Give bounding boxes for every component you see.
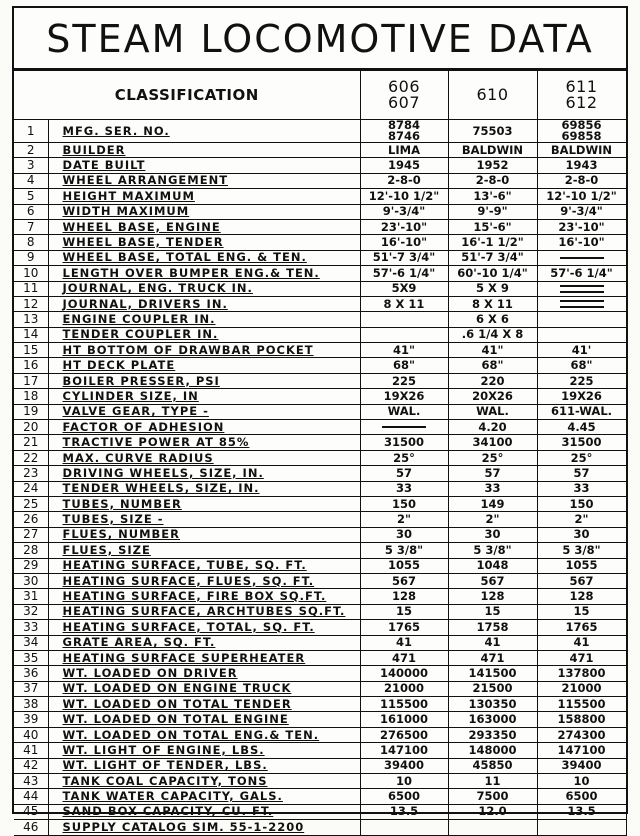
row-number: 16	[14, 358, 48, 373]
value-cell: 9'-3/4"	[360, 204, 448, 219]
value-cell: 33	[537, 481, 626, 496]
row-number: 33	[14, 620, 48, 635]
value-cell: 25°	[448, 450, 537, 465]
table-row	[14, 789, 626, 804]
value-cell: 8 X 11	[360, 296, 448, 311]
value-cell: 1943	[537, 158, 626, 173]
row-number: 30	[14, 573, 48, 588]
value-cell: 2-8-0	[537, 173, 626, 188]
value-cell: 1952	[448, 158, 537, 173]
table-row	[14, 743, 626, 758]
value-cell: 57'-6 1/4"	[537, 266, 626, 281]
table-row	[14, 250, 626, 265]
table-row	[14, 358, 626, 373]
row-label: HEATING SURFACE SUPERHEATER	[48, 650, 360, 665]
value-cell	[360, 327, 448, 342]
table-row	[14, 820, 626, 835]
locomotive-data-table	[14, 70, 627, 836]
table-row	[14, 481, 626, 496]
value-cell: 2"	[448, 512, 537, 527]
row-label: HT DECK PLATE	[48, 358, 360, 373]
row-number: 10	[14, 266, 48, 281]
row-label: JOURNAL, DRIVERS IN.	[48, 296, 360, 311]
value-cell	[537, 296, 626, 311]
value-cell: 6500	[537, 789, 626, 804]
value-cell: 6500	[360, 789, 448, 804]
value-cell: 161000	[360, 712, 448, 727]
value-cell: 57'-6 1/4"	[360, 266, 448, 281]
row-number: 26	[14, 512, 48, 527]
table-row	[14, 589, 626, 604]
table-row	[14, 650, 626, 665]
row-label: HEATING SURFACE, ARCHTUBES SQ.FT.	[48, 604, 360, 619]
table-row	[14, 466, 626, 481]
table-row	[14, 558, 626, 573]
table-row	[14, 143, 626, 158]
value-cell: 149	[448, 496, 537, 511]
value-cell: 140000	[360, 666, 448, 681]
value-cell: 1055	[537, 558, 626, 573]
value-cell: 1765	[537, 620, 626, 635]
value-cell: 471	[360, 650, 448, 665]
value-cell: 33	[448, 481, 537, 496]
row-number: 2	[14, 143, 48, 158]
value-cell: 2-8-0	[360, 173, 448, 188]
value-cell	[360, 120, 448, 143]
value-cell: 225	[360, 373, 448, 388]
value-cell: 567	[448, 573, 537, 588]
row-number: 22	[14, 450, 48, 465]
value-cell: 130350	[448, 697, 537, 712]
table-row	[14, 620, 626, 635]
value-cell: 611-WAL.	[537, 404, 626, 419]
row-label: LENGTH OVER BUMPER ENG.& TEN.	[48, 266, 360, 281]
row-label: BUILDER	[48, 143, 360, 158]
value-cell: 2"	[360, 512, 448, 527]
row-number: 18	[14, 389, 48, 404]
table-row	[14, 219, 626, 234]
value-cell: 12'-10 1/2"	[537, 189, 626, 204]
blank-rule	[560, 257, 604, 259]
value-cell: 23'-10"	[360, 219, 448, 234]
value-cell: 471	[537, 650, 626, 665]
table-row	[14, 373, 626, 388]
table-row	[14, 774, 626, 789]
value-cell: 25°	[537, 450, 626, 465]
column-header-line: 612	[565, 93, 598, 112]
value-cell: 141500	[448, 666, 537, 681]
value-cell: 115500	[537, 697, 626, 712]
value-cell: 23'-10"	[537, 219, 626, 234]
table-row	[14, 266, 626, 281]
value-cell	[537, 281, 626, 296]
table-row	[14, 543, 626, 558]
double-rule	[560, 300, 604, 308]
row-number: 11	[14, 281, 48, 296]
value-cell: 4.45	[537, 420, 626, 435]
value-cell: 148000	[448, 743, 537, 758]
table-row	[14, 296, 626, 311]
value-line: 69856	[561, 119, 602, 132]
value-cell	[360, 820, 448, 835]
row-number: 27	[14, 527, 48, 542]
value-cell: 57	[537, 466, 626, 481]
value-cell: 16'-10"	[537, 235, 626, 250]
value-cell: 15'-6"	[448, 219, 537, 234]
value-cell	[360, 420, 448, 435]
row-label: WT. LOADED ON ENGINE TRUCK	[48, 681, 360, 696]
value-cell	[537, 820, 626, 835]
value-line: 8746	[387, 129, 420, 143]
table-row	[14, 635, 626, 650]
value-cell: 33	[360, 481, 448, 496]
row-label: HEATING SURFACE, TUBE, SQ. FT.	[48, 558, 360, 573]
value-cell: 225	[537, 373, 626, 388]
row-number: 31	[14, 589, 48, 604]
row-label: TUBES, NUMBER	[48, 496, 360, 511]
row-number: 43	[14, 774, 48, 789]
value-cell: 30	[537, 527, 626, 542]
row-number: 41	[14, 743, 48, 758]
column-header-line: 610	[476, 85, 509, 104]
value-cell: 4.20	[448, 420, 537, 435]
table-row	[14, 173, 626, 188]
row-number: 15	[14, 343, 48, 358]
table-row	[14, 758, 626, 773]
row-number: 8	[14, 235, 48, 250]
value-cell: 150	[360, 496, 448, 511]
value-cell: 158800	[537, 712, 626, 727]
value-cell: 68"	[537, 358, 626, 373]
value-cell: 15	[360, 604, 448, 619]
table-row	[14, 158, 626, 173]
row-label: WT. LIGHT OF ENGINE, LBS.	[48, 743, 360, 758]
row-label: BOILER PRESSER, PSI	[48, 373, 360, 388]
value-cell: 68"	[448, 358, 537, 373]
value-cell: WAL.	[448, 404, 537, 419]
row-number: 20	[14, 420, 48, 435]
row-label: TUBES, SIZE -	[48, 512, 360, 527]
row-number: 28	[14, 543, 48, 558]
value-cell: 19X26	[537, 389, 626, 404]
value-cell: 471	[448, 650, 537, 665]
value-cell: 147100	[537, 743, 626, 758]
row-label: DRIVING WHEELS, SIZE, IN.	[48, 466, 360, 481]
row-number: 44	[14, 789, 48, 804]
value-cell: 150	[537, 496, 626, 511]
value-cell: 21500	[448, 681, 537, 696]
value-cell: BALDWIN	[537, 143, 626, 158]
column-header-line: 607	[387, 93, 421, 112]
row-label: SUPPLY CATALOG SIM. 55-1-2200	[48, 820, 360, 835]
page-title: STEAM LOCOMOTIVE DATA	[14, 8, 626, 70]
row-number: 34	[14, 635, 48, 650]
row-number: 46	[14, 820, 48, 835]
table-row	[14, 389, 626, 404]
row-label: WHEEL BASE, ENGINE	[48, 219, 360, 234]
table-row	[14, 512, 626, 527]
value-cell: 137800	[537, 666, 626, 681]
row-number: 36	[14, 666, 48, 681]
table-row	[14, 312, 626, 327]
row-label: DATE BUILT	[48, 158, 360, 173]
value-cell	[360, 312, 448, 327]
row-label: CYLINDER SIZE, IN	[48, 389, 360, 404]
value-cell: 128	[360, 589, 448, 604]
value-cell: 163000	[448, 712, 537, 727]
value-cell: 7500	[448, 789, 537, 804]
row-label: FLUES, SIZE	[48, 543, 360, 558]
value-cell: 1945	[360, 158, 448, 173]
value-cell: 5 3/8"	[360, 543, 448, 558]
row-number: 9	[14, 250, 48, 265]
value-cell: 41"	[360, 343, 448, 358]
value-cell: 5 X 9	[448, 281, 537, 296]
table-row	[14, 496, 626, 511]
value-cell: 9'-3/4"	[537, 204, 626, 219]
value-cell: 2-8-0	[448, 173, 537, 188]
value-cell: 10	[360, 774, 448, 789]
row-number: 17	[14, 373, 48, 388]
table-row	[14, 697, 626, 712]
value-cell: 276500	[360, 727, 448, 742]
value-cell: 57	[448, 466, 537, 481]
row-label: HEIGHT MAXIMUM	[48, 189, 360, 204]
value-cell: 16'-10"	[360, 235, 448, 250]
row-label: WHEEL BASE, TENDER	[48, 235, 360, 250]
value-cell: 21000	[360, 681, 448, 696]
row-number: 37	[14, 681, 48, 696]
value-cell: 15	[537, 604, 626, 619]
value-cell: 21000	[537, 681, 626, 696]
value-cell: 293350	[448, 727, 537, 742]
value-cell: 41	[537, 635, 626, 650]
row-number: 40	[14, 727, 48, 742]
row-label: WT. LOADED ON TOTAL TENDER	[48, 697, 360, 712]
value-cell: 5 3/8"	[537, 543, 626, 558]
value-cell: 39400	[360, 758, 448, 773]
value-cell: 60'-10 1/4"	[448, 266, 537, 281]
value-cell	[537, 327, 626, 342]
header-row	[14, 71, 626, 120]
classification-header: CLASSIFICATION	[14, 71, 360, 120]
value-cell: 57	[360, 466, 448, 481]
row-number: 4	[14, 173, 48, 188]
column-header-line: 611	[565, 77, 598, 96]
value-cell: 41"	[448, 343, 537, 358]
row-label: GRATE AREA, SQ. FT.	[48, 635, 360, 650]
table-row	[14, 343, 626, 358]
table-row	[14, 281, 626, 296]
value-line: 69858	[561, 129, 602, 143]
table-row	[14, 727, 626, 742]
table-row	[14, 666, 626, 681]
table-row	[14, 804, 626, 819]
column-header-610	[448, 71, 537, 120]
value-cell: 13'-6"	[448, 189, 537, 204]
row-label: TENDER COUPLER IN.	[48, 327, 360, 342]
table-row	[14, 204, 626, 219]
row-number: 23	[14, 466, 48, 481]
row-number: 3	[14, 158, 48, 173]
value-cell: 34100	[448, 435, 537, 450]
value-cell: 13.5	[360, 804, 448, 819]
table-row	[14, 120, 626, 143]
value-cell: 51'-7 3/4"	[360, 250, 448, 265]
value-cell: 12'-10 1/2"	[360, 189, 448, 204]
value-cell: BALDWIN	[448, 143, 537, 158]
value-cell: 1048	[448, 558, 537, 573]
row-label: HEATING SURFACE, TOTAL, SQ. FT.	[48, 620, 360, 635]
table-body	[14, 120, 626, 836]
value-cell: WAL.	[360, 404, 448, 419]
row-number: 1	[14, 120, 48, 143]
row-number: 45	[14, 804, 48, 819]
row-label: WHEEL ARRANGEMENT	[48, 173, 360, 188]
value-cell: 16'-1 1/2"	[448, 235, 537, 250]
value-cell: 6 X 6	[448, 312, 537, 327]
value-cell: 12.0	[448, 804, 537, 819]
row-number: 39	[14, 712, 48, 727]
value-cell: 220	[448, 373, 537, 388]
value-cell	[448, 820, 537, 835]
value-cell: 1758	[448, 620, 537, 635]
row-number: 32	[14, 604, 48, 619]
column-header-606-607	[360, 71, 448, 120]
value-cell: 68"	[360, 358, 448, 373]
row-label: WT. LOADED ON TOTAL ENGINE	[48, 712, 360, 727]
row-number: 25	[14, 496, 48, 511]
value-cell: 8 X 11	[448, 296, 537, 311]
value-cell: 128	[448, 589, 537, 604]
value-cell: 20X26	[448, 389, 537, 404]
column-header-line: 606	[387, 77, 421, 96]
value-cell	[537, 120, 626, 143]
value-cell: 10	[537, 774, 626, 789]
value-cell: 41'	[537, 343, 626, 358]
row-label: TANK WATER CAPACITY, GALS.	[48, 789, 360, 804]
value-cell: 30	[360, 527, 448, 542]
row-label: WT. LOADED ON TOTAL ENG.& TEN.	[48, 727, 360, 742]
value-cell: 31500	[537, 435, 626, 450]
value-cell: 15	[448, 604, 537, 619]
data-sheet	[12, 6, 628, 834]
value-cell: 128	[537, 589, 626, 604]
row-label: WIDTH MAXIMUM	[48, 204, 360, 219]
row-label: WT. LIGHT OF TENDER, LBS.	[48, 758, 360, 773]
value-line: 8784	[387, 119, 420, 132]
value-cell: 13.5	[537, 804, 626, 819]
row-number: 19	[14, 404, 48, 419]
row-label: TENDER WHEELS, SIZE, IN.	[48, 481, 360, 496]
row-number: 21	[14, 435, 48, 450]
row-label: HEATING SURFACE, FLUES, SQ. FT.	[48, 573, 360, 588]
table-row	[14, 681, 626, 696]
table-row	[14, 527, 626, 542]
table-row	[14, 712, 626, 727]
row-label: WT. LOADED ON DRIVER	[48, 666, 360, 681]
column-header-611-612	[537, 71, 626, 120]
value-cell	[537, 312, 626, 327]
value-cell: 115500	[360, 697, 448, 712]
blank-rule	[382, 426, 426, 428]
value-cell: 5 3/8"	[448, 543, 537, 558]
row-label: JOURNAL, ENG. TRUCK IN.	[48, 281, 360, 296]
row-number: 7	[14, 219, 48, 234]
value-cell: 31500	[360, 435, 448, 450]
double-rule	[560, 285, 604, 293]
row-label: HEATING SURFACE, FIRE BOX SQ.FT.	[48, 589, 360, 604]
row-label: ENGINE COUPLER IN.	[48, 312, 360, 327]
table-row	[14, 235, 626, 250]
table-row	[14, 573, 626, 588]
value-cell: 75503	[448, 120, 537, 143]
value-cell: 5X9	[360, 281, 448, 296]
value-cell: 1055	[360, 558, 448, 573]
value-cell: 30	[448, 527, 537, 542]
table-row	[14, 189, 626, 204]
value-cell: 25°	[360, 450, 448, 465]
table-row	[14, 327, 626, 342]
value-cell: .6 1/4 X 8	[448, 327, 537, 342]
row-label: HT BOTTOM OF DRAWBAR POCKET	[48, 343, 360, 358]
table-row	[14, 450, 626, 465]
row-number: 24	[14, 481, 48, 496]
row-number: 42	[14, 758, 48, 773]
row-label: TRACTIVE POWER AT 85%	[48, 435, 360, 450]
value-cell	[537, 250, 626, 265]
table-row	[14, 435, 626, 450]
table-row	[14, 604, 626, 619]
value-cell: LIMA	[360, 143, 448, 158]
row-label: TANK COAL CAPACITY, TONS	[48, 774, 360, 789]
row-label: MFG. SER. NO.	[48, 120, 360, 143]
value-cell: 147100	[360, 743, 448, 758]
value-cell: 1765	[360, 620, 448, 635]
value-cell: 11	[448, 774, 537, 789]
value-cell: 274300	[537, 727, 626, 742]
table-row	[14, 420, 626, 435]
row-label: VALVE GEAR, TYPE -	[48, 404, 360, 419]
value-cell: 9'-9"	[448, 204, 537, 219]
row-label: FLUES, NUMBER	[48, 527, 360, 542]
row-number: 14	[14, 327, 48, 342]
row-number: 5	[14, 189, 48, 204]
row-label: WHEEL BASE, TOTAL ENG. & TEN.	[48, 250, 360, 265]
row-label: SAND BOX CAPACITY, CU. FT.	[48, 804, 360, 819]
value-cell: 41	[448, 635, 537, 650]
value-cell: 19X26	[360, 389, 448, 404]
row-label: MAX. CURVE RADIUS	[48, 450, 360, 465]
value-cell: 39400	[537, 758, 626, 773]
table-row	[14, 404, 626, 419]
value-cell: 2"	[537, 512, 626, 527]
row-number: 6	[14, 204, 48, 219]
value-cell: 51'-7 3/4"	[448, 250, 537, 265]
value-cell: 567	[537, 573, 626, 588]
row-label: FACTOR OF ADHESION	[48, 420, 360, 435]
value-cell: 567	[360, 573, 448, 588]
value-cell: 41	[360, 635, 448, 650]
row-number: 29	[14, 558, 48, 573]
row-number: 38	[14, 697, 48, 712]
row-number: 35	[14, 650, 48, 665]
value-cell: 45850	[448, 758, 537, 773]
row-number: 12	[14, 296, 48, 311]
row-number: 13	[14, 312, 48, 327]
